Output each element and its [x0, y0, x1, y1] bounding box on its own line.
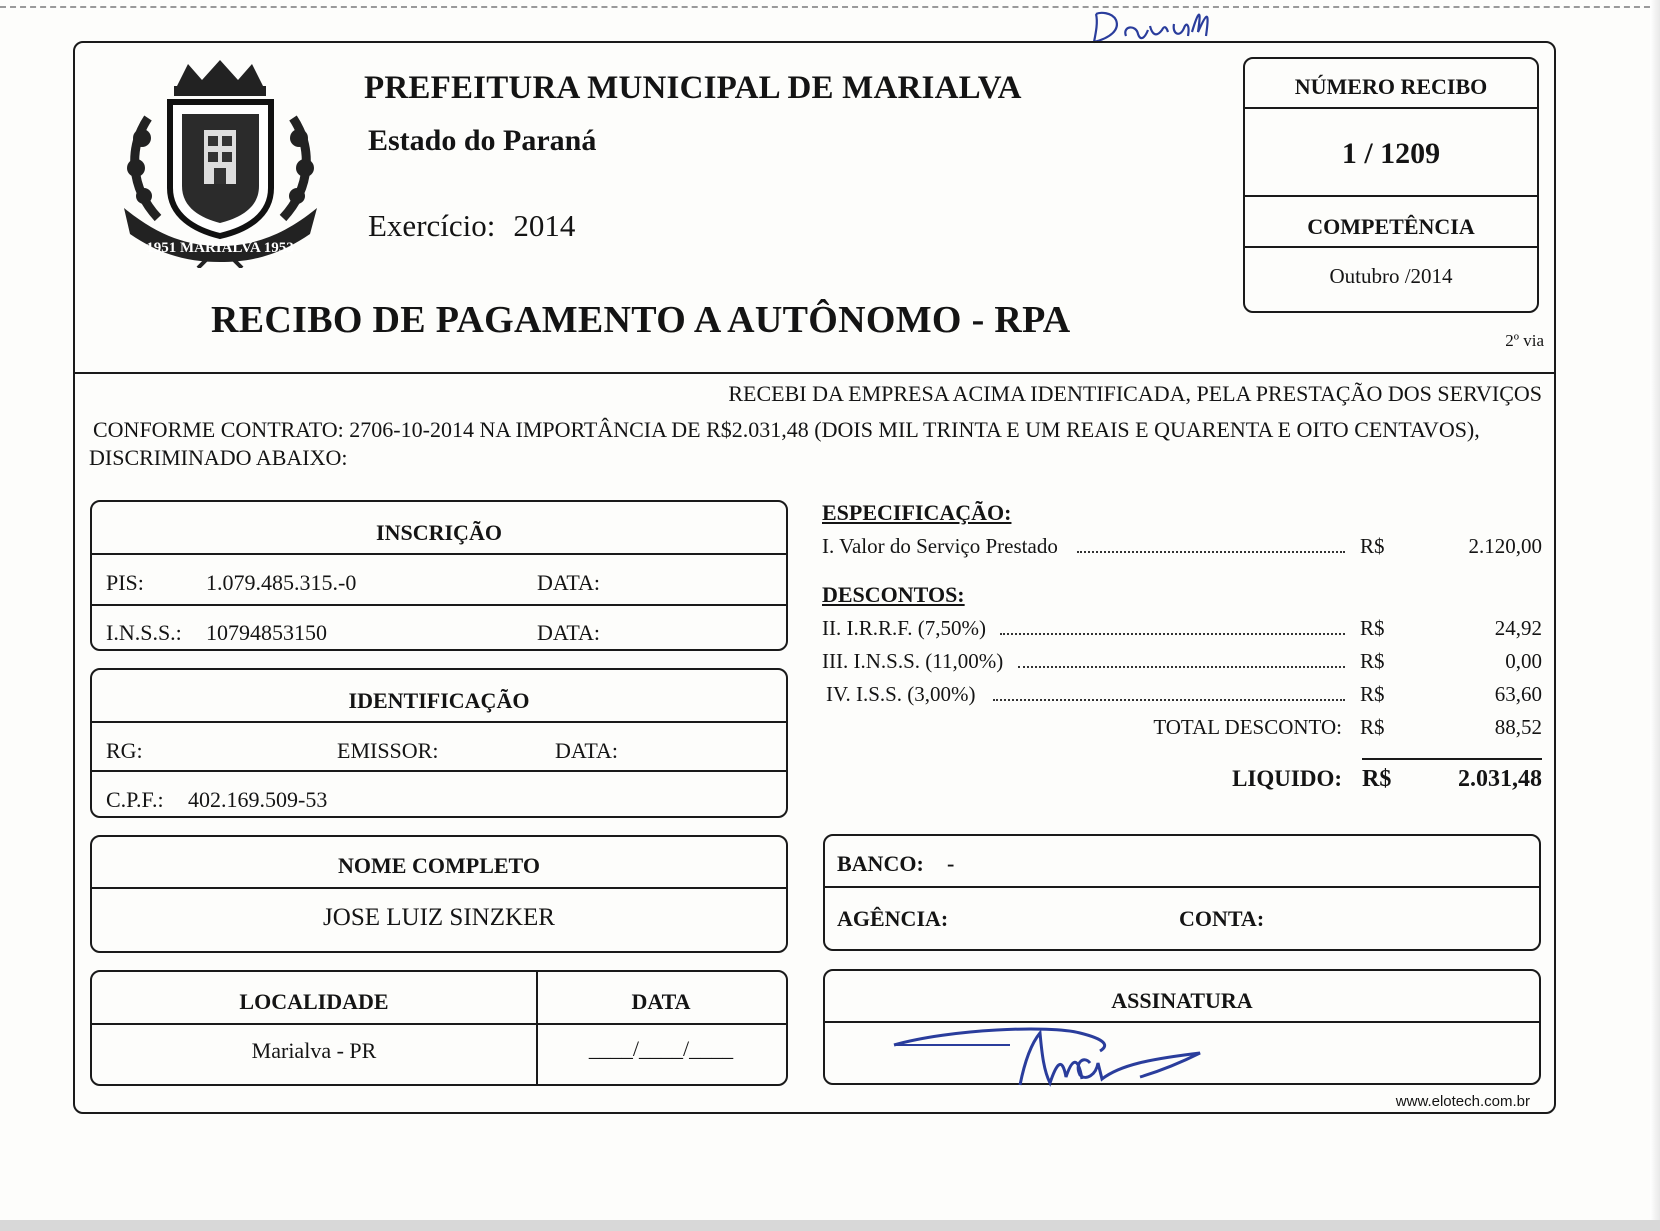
irrf-value: 24,92	[1494, 616, 1542, 640]
cut-line	[0, 6, 1660, 8]
data-blank: ____/____/____	[588, 1036, 734, 1061]
inss-desc-currency: R$	[1360, 649, 1385, 673]
scan-edge	[1650, 0, 1660, 1231]
receipt-number-value: 1 / 1209	[1341, 137, 1441, 170]
identificacao-box	[90, 668, 788, 818]
inscricao-title: INSCRIÇÃO	[376, 520, 502, 545]
crest-lettering: 1951 MARIALVA 1953	[146, 240, 294, 256]
assinatura-title: ASSINATURA	[1111, 988, 1253, 1013]
statement-line-2: CONFORME CONTRATO: 2706-10-2014 NA IMPORTÂNCIA DE R$2.031,48 (DOIS MIL TRINTA E UM REAIS E QUARENTA E OITO CENTAVOS),	[93, 417, 1480, 442]
banco-label: BANCO:	[837, 851, 924, 876]
nome-title: NOME COMPLETO	[338, 853, 540, 878]
cpf-label: C.P.F.:	[106, 787, 164, 812]
receipt-number-label: NÚMERO RECIBO	[1294, 74, 1488, 99]
document-title: RECIBO DE PAGAMENTO A AUTÔNOMO - RPA	[211, 299, 1071, 341]
conta-label: CONTA:	[1179, 906, 1265, 931]
irrf-label: II. I.R.R.F. (7,50%)	[822, 616, 986, 640]
leader-dots	[1018, 666, 1345, 668]
iss-label: IV. I.S.S. (3,00%)	[826, 682, 976, 706]
liquido-value: 2.031,48	[1458, 766, 1542, 792]
total-desconto-label: TOTAL DESCONTO:	[1153, 715, 1342, 739]
exercise	[368, 208, 575, 244]
copy-indicator: 2º via	[1505, 331, 1544, 350]
leader-dots	[1000, 633, 1345, 635]
leader-dots	[1077, 551, 1345, 553]
servico-value: 2.120,00	[1468, 534, 1542, 558]
scan-bottom-band	[0, 1220, 1660, 1231]
handwritten-signature	[890, 1015, 1220, 1095]
liquido-currency: R$	[1362, 766, 1392, 792]
inss-value: 10794853150	[206, 620, 327, 645]
localidade-box	[90, 970, 788, 1086]
inss-label: I.N.S.S.:	[106, 620, 182, 645]
organization-name: PREFEITURA MUNICIPAL DE MARIALVA	[364, 70, 1022, 106]
banco-value: -	[947, 851, 955, 876]
descontos-title: DESCONTOS:	[822, 582, 965, 607]
website-credit: www.elotech.com.br	[1395, 1093, 1530, 1110]
irrf-currency: R$	[1360, 616, 1385, 640]
nome-completo-box	[90, 835, 788, 953]
total-desconto-value: 88,52	[1494, 715, 1542, 739]
handwritten-note	[1090, 2, 1250, 46]
state-name: Estado do Paraná	[368, 124, 597, 157]
cpf-value: 402.169.509-53	[188, 787, 328, 812]
servico-label: I. Valor do Serviço Prestado	[822, 534, 1058, 558]
receipt-number-box	[1243, 57, 1539, 313]
iss-value: 63,60	[1494, 682, 1542, 706]
data-title: DATA	[631, 989, 691, 1014]
pis-date-label: DATA:	[537, 570, 601, 595]
pis-label: PIS:	[106, 570, 144, 595]
inss-desc-label: III. I.N.S.S. (11,00%)	[822, 649, 1004, 673]
header-divider	[73, 372, 1556, 374]
identificacao-title: IDENTIFICAÇÃO	[348, 688, 530, 713]
localidade-value: Marialva - PR	[251, 1038, 377, 1063]
inss-desc-value: 0,00	[1505, 649, 1542, 673]
exercise-year: 2014	[513, 208, 576, 243]
servico-currency: R$	[1360, 534, 1385, 558]
agencia-label: AGÊNCIA:	[837, 906, 949, 931]
leader-dots	[993, 699, 1345, 701]
municipal-crest-icon	[118, 58, 323, 268]
inscricao-box	[90, 500, 788, 651]
statement-line-1: RECEBI DA EMPRESA ACIMA IDENTIFICADA, PELA PRESTAÇÃO DOS SERVIÇOS	[728, 381, 1542, 406]
exercise-label: Exercício:	[368, 208, 496, 243]
iss-currency: R$	[1360, 682, 1385, 706]
localidade-title: LOCALIDADE	[239, 989, 389, 1014]
emissor-label: EMISSOR:	[337, 738, 439, 763]
rg-label: RG:	[106, 738, 143, 763]
liquido-label: LIQUIDO:	[1232, 766, 1342, 791]
pis-value: 1.079.485.315.-0	[206, 570, 357, 595]
statement-line-3: DISCRIMINADO ABAIXO:	[89, 445, 348, 470]
competence-value: Outubro /2014	[1329, 264, 1453, 288]
especificacao-title: ESPECIFICAÇÃO:	[822, 500, 1012, 525]
banco-box	[823, 834, 1541, 951]
liquido-rule	[1362, 758, 1542, 760]
total-currency: R$	[1360, 715, 1385, 739]
rg-date-label: DATA:	[555, 738, 619, 763]
nome-value: JOSE LUIZ SINZKER	[323, 904, 555, 931]
competence-label: COMPETÊNCIA	[1307, 214, 1475, 239]
inss-date-label: DATA:	[537, 620, 601, 645]
